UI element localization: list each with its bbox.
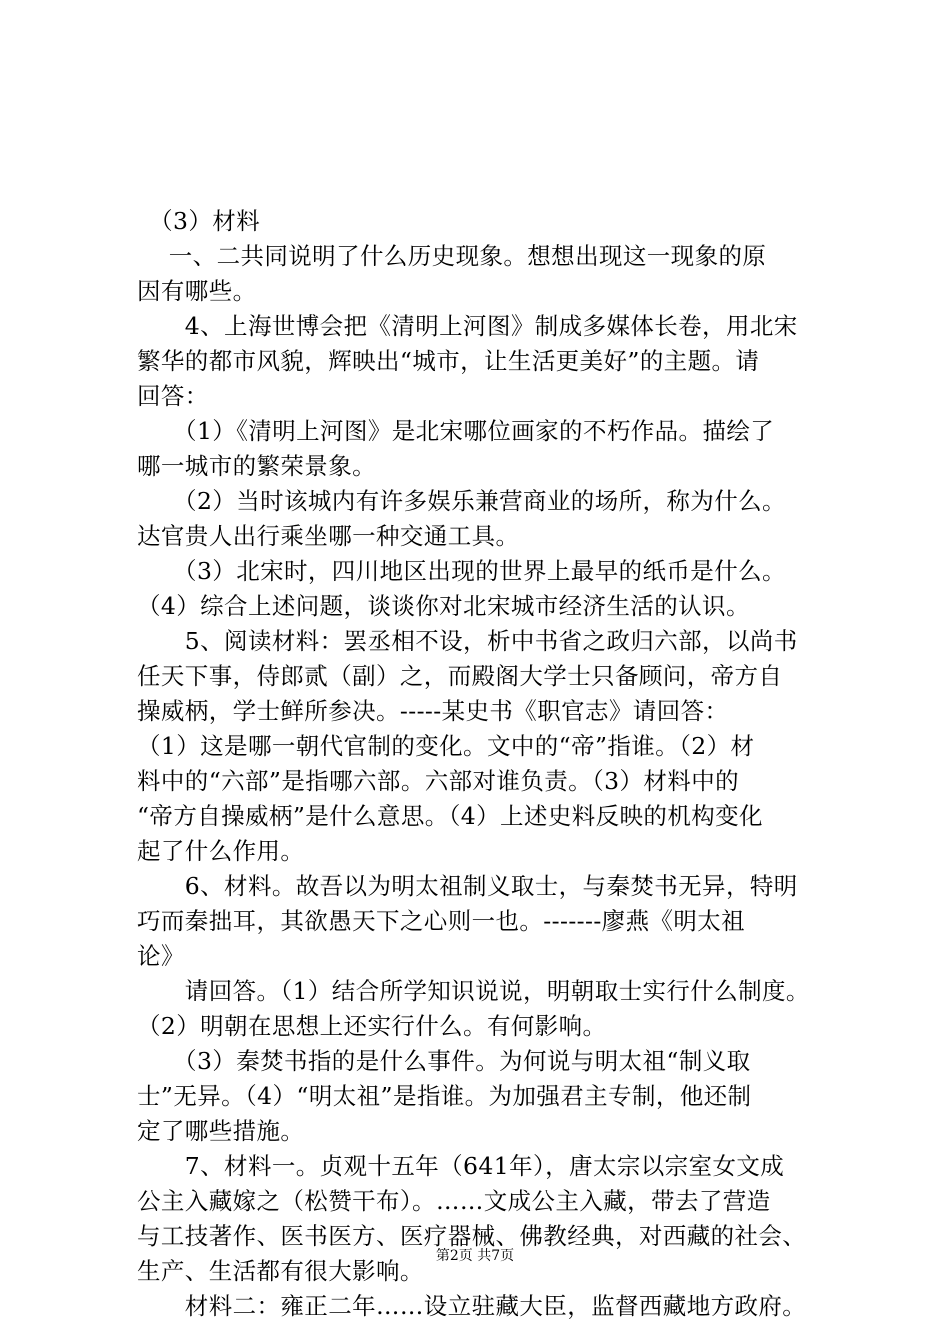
text-line: （3）秦焚书指的是什么事件。为何说与明太祖“制义取 (137, 1047, 751, 1075)
document-body (137, 204, 837, 1324)
text-line: （2）当时该城内有许多娱乐兼营商业的场所，称为什么。 (137, 487, 786, 515)
text-line: 起了什么作用。 (137, 837, 305, 865)
text-line: 材料二：雍正二年……设立驻藏大臣，监督西藏地方政府。 (137, 1292, 807, 1320)
text-line: 生产、生活都有很大影响。 (137, 1257, 424, 1285)
text-line: 士”无异。（4）“明太祖”是指谁。为加强君主专制，他还制 (137, 1082, 752, 1110)
text-line: 哪一城市的繁荣景象。 (137, 452, 376, 480)
text-line: 达官贵人出行乘坐哪一种交通工具。 (137, 522, 520, 550)
text-line: 一、二共同说明了什么历史现象。想想出现这一现象的原 (137, 242, 767, 270)
text-line: 回答： (137, 382, 209, 410)
text-line: （3）材料 (137, 207, 261, 235)
text-line: （4）综合上述问题，谈谈你对北宋城市经济生活的认识。 (137, 592, 750, 620)
text-line: 料中的“六部”是指哪六部。六部对谁负责。（3）材料中的 (137, 767, 740, 795)
text-line: 5、阅读材料：罢丞相不设，析中书省之政归六部，以尚书 (137, 627, 798, 655)
text-line: 6、材料。故吾以为明太祖制义取士，与秦焚书无异，特明 (137, 872, 798, 900)
text-line: 4、上海世博会把《清明上河图》制成多媒体长卷，用北宋 (137, 312, 798, 340)
text-line: “帝方自操威柄”是什么意思。（4）上述史料反映的机构变化 (137, 802, 763, 830)
text-line: 与工技著作、医书医方、医疗器械、佛教经典，对西藏的社会、 (137, 1222, 807, 1250)
text-line: （1）这是哪一朝代官制的变化。文中的“帝”指谁。（2）材 (137, 732, 755, 760)
page-number-label: 第2页 共7页 (435, 1248, 515, 1264)
text-line: 论》 (137, 942, 185, 970)
text-line: 巧而秦拙耳，其欲愚天下之心则一也。-------廖燕《明太祖 (137, 907, 746, 935)
text-line: （1）《清明上河图》是北宋哪位画家的不朽作品。描绘了 (137, 417, 775, 445)
text-line: 任天下事，侍郎贰（副）之，而殿阁大学士只备顾问，帝方自 (137, 662, 783, 690)
text-line: （2）明朝在思想上还实行什么。有何影响。 (137, 1012, 607, 1040)
text-line: 公主入藏嫁之（松赞干布）。……文成公主入藏，带去了营造 (137, 1187, 771, 1215)
text-line: 定了哪些措施。 (137, 1117, 305, 1145)
page-footer (0, 1246, 950, 1266)
text-line: 请回答。（1）结合所学知识说说，明朝取士实行什么制度。 (137, 977, 810, 1005)
text-line: 繁华的都市风貌，辉映出“城市，让生活更美好”的主题。请 (137, 347, 760, 375)
text-line: 7、材料一。贞观十五年（641年），唐太宗以宗室女文成 (137, 1152, 785, 1180)
text-line: 操威柄，学士鲜所参决。-----某史书《职官志》请回答： (137, 697, 729, 725)
text-line: （3）北宋时，四川地区出现的世界上最早的纸币是什么。 (137, 557, 786, 585)
text-line: 因有哪些。 (137, 277, 257, 305)
